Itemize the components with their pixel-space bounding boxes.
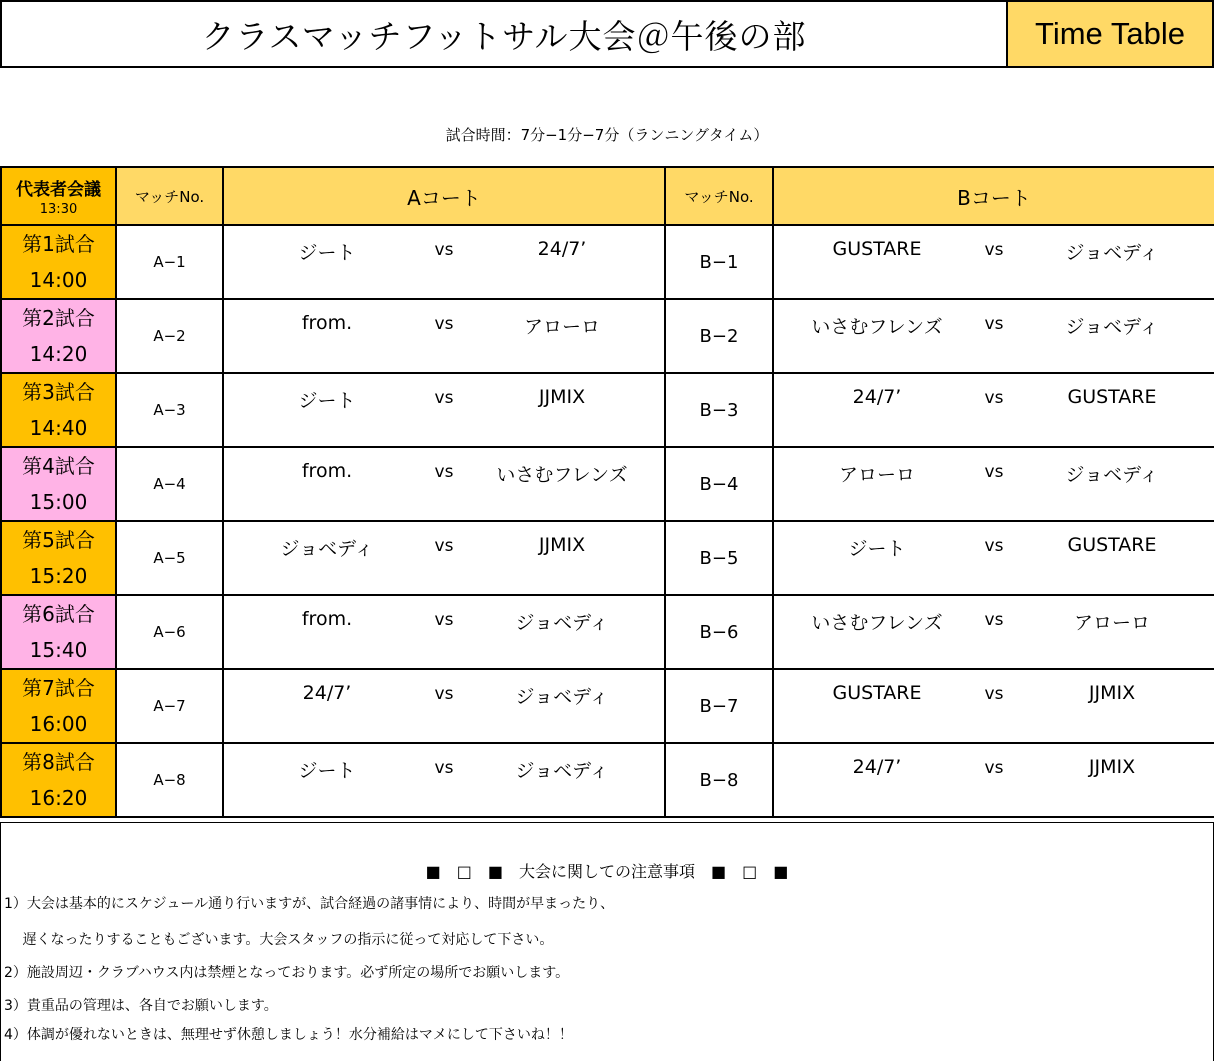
game-cell (1, 447, 116, 521)
game-time: 14:40 (29, 416, 88, 440)
match-id-b: B−2 (665, 299, 773, 373)
game-time: 16:00 (29, 712, 88, 736)
vs-label: vs (984, 388, 1004, 408)
game-time: 14:00 (29, 268, 88, 292)
court-a-match (223, 373, 665, 447)
game-row (1, 743, 1214, 817)
team-away: JJMIX (538, 386, 586, 408)
game-row (1, 669, 1214, 743)
game-time: 14:20 (29, 342, 88, 366)
game-row (1, 595, 1214, 669)
game-label: 第7試合 (22, 676, 95, 700)
match-id-a: A−4 (116, 447, 223, 521)
game-label: 第5試合 (22, 528, 95, 552)
court-b-header: Bコート (773, 167, 1214, 225)
match-id-a: A−2 (116, 299, 223, 373)
team-home: アローロ (838, 464, 916, 486)
team-home: GUSTARE (832, 238, 922, 260)
note-line-5: 4）体調が優れないときは、無理せず休憩しましょう！水分補給はマメにして下さいね！！ (4, 1027, 573, 1043)
vs-label: vs (434, 684, 454, 704)
team-home: 24/7’ (302, 682, 352, 704)
vs-label: vs (434, 462, 454, 482)
vs-label: vs (434, 536, 454, 556)
game-label: 第6試合 (22, 602, 95, 626)
game-row (1, 447, 1214, 521)
court-b-match (773, 225, 1214, 299)
match-id-a: A−7 (116, 669, 223, 743)
court-b-match (773, 595, 1214, 669)
team-away: JJMIX (538, 534, 586, 556)
team-home: from. (301, 460, 353, 482)
vs-label: vs (984, 684, 1004, 704)
match-duration-note: 試合時間：7分−1分−7分（ランニングタイム） (445, 126, 769, 144)
match-id-b: B−5 (665, 521, 773, 595)
team-home: from. (301, 312, 353, 334)
note-line-4: 3）貴重品の管理は、各自でお願いします。 (4, 998, 278, 1014)
game-row (1, 299, 1214, 373)
match-id-b: B−8 (665, 743, 773, 817)
match-no-a-header: マッチNo. (116, 167, 223, 225)
game-row (1, 521, 1214, 595)
court-a-match (223, 225, 665, 299)
vs-label: vs (984, 314, 1004, 334)
match-id-b: B−7 (665, 669, 773, 743)
game-label: 第2試合 (22, 306, 95, 330)
team-away: GUSTARE (1067, 386, 1157, 408)
match-id-b: B−3 (665, 373, 773, 447)
game-cell (1, 225, 116, 299)
court-a-match (223, 743, 665, 817)
team-away: アローロ (523, 316, 601, 338)
note-line-3: 2）施設周辺・クラブハウス内は禁煙となっております。必ず所定の場所でお願いします。 (4, 965, 570, 981)
team-away: ジョベディ (1065, 316, 1159, 338)
game-row (1, 373, 1214, 447)
court-b-match (773, 447, 1214, 521)
game-time: 15:20 (29, 564, 88, 588)
team-away: いさむフレンズ (496, 464, 628, 486)
title-banner (0, 0, 1214, 68)
vs-label: vs (984, 610, 1004, 630)
game-label: 第1試合 (22, 232, 95, 256)
team-home: ジート (298, 760, 356, 782)
team-home: 24/7’ (852, 386, 902, 408)
match-id-a: A−3 (116, 373, 223, 447)
note-line-1: 1）大会は基本的にスケジュール通り行いますが、試合経過の諸事情により、時間が早まったり、 (4, 896, 615, 912)
vs-label: vs (984, 462, 1004, 482)
team-away: GUSTARE (1067, 534, 1157, 556)
game-cell (1, 521, 116, 595)
team-away: ジョベディ (515, 760, 609, 782)
vs-label: vs (434, 388, 454, 408)
game-time: 15:40 (29, 638, 88, 662)
rep-meeting-time: 13:30 (39, 202, 78, 217)
game-cell (1, 373, 116, 447)
team-away: JJMIX (1088, 756, 1136, 778)
team-home: いさむフレンズ (811, 316, 943, 338)
notes-box (0, 822, 1214, 1061)
vs-label: vs (434, 610, 454, 630)
court-b-match (773, 743, 1214, 817)
court-a-match (223, 595, 665, 669)
team-away: ジョベディ (515, 686, 609, 708)
match-id-a: A−8 (116, 743, 223, 817)
game-cell (1, 669, 116, 743)
match-id-a: A−6 (116, 595, 223, 669)
match-id-b: B−1 (665, 225, 773, 299)
team-away: アローロ (1073, 612, 1151, 634)
team-home: ジート (848, 538, 906, 560)
game-label: 第3試合 (22, 380, 95, 404)
court-b-match (773, 669, 1214, 743)
match-id-b: B−6 (665, 595, 773, 669)
page-title: クラスマッチフットサル大会＠午後の部 (2, 2, 1008, 66)
notes-title: ■ □ ■ 大会に関しての注意事項 ■ □ ■ (425, 862, 789, 881)
match-id-a: A−1 (116, 225, 223, 299)
team-home: GUSTARE (832, 682, 922, 704)
court-b-match (773, 521, 1214, 595)
vs-label: vs (984, 240, 1004, 260)
team-away: 24/7’ (537, 238, 587, 260)
team-home: いさむフレンズ (811, 612, 943, 634)
match-id-a: A−5 (116, 521, 223, 595)
court-a-header: Aコート (223, 167, 665, 225)
time-table-label: Time Table (1008, 2, 1212, 66)
game-label: 第8試合 (22, 750, 95, 774)
team-home: ジート (298, 242, 356, 264)
team-home: ジート (298, 390, 356, 412)
vs-label: vs (434, 314, 454, 334)
vs-label: vs (434, 758, 454, 778)
team-home: from. (301, 608, 353, 630)
rep-meeting-label: 代表者会議 (16, 180, 101, 200)
game-row (1, 225, 1214, 299)
schedule-table (0, 166, 1214, 818)
team-home: 24/7’ (852, 756, 902, 778)
game-label: 第4試合 (22, 454, 95, 478)
game-cell (1, 299, 116, 373)
match-id-b: B−4 (665, 447, 773, 521)
game-time: 16:20 (29, 786, 88, 810)
vs-label: vs (434, 240, 454, 260)
court-a-match (223, 447, 665, 521)
game-cell (1, 595, 116, 669)
team-home: ジョベディ (280, 538, 374, 560)
court-b-match (773, 299, 1214, 373)
court-a-match (223, 669, 665, 743)
team-away: JJMIX (1088, 682, 1136, 704)
court-b-match (773, 373, 1214, 447)
game-time: 15:00 (29, 490, 88, 514)
match-no-b-header: マッチNo. (665, 167, 773, 225)
court-a-match (223, 521, 665, 595)
note-line-2: 遅くなったりすることもございます。大会スタッフの指示に従って対応して下さい。 (4, 932, 554, 948)
team-away: ジョベディ (1065, 464, 1159, 486)
team-away: ジョベディ (515, 612, 609, 634)
team-away: ジョベディ (1065, 242, 1159, 264)
vs-label: vs (984, 536, 1004, 556)
rep-meeting-header (1, 167, 116, 225)
game-cell (1, 743, 116, 817)
table-header-row (1, 167, 1214, 225)
court-a-match (223, 299, 665, 373)
vs-label: vs (984, 758, 1004, 778)
